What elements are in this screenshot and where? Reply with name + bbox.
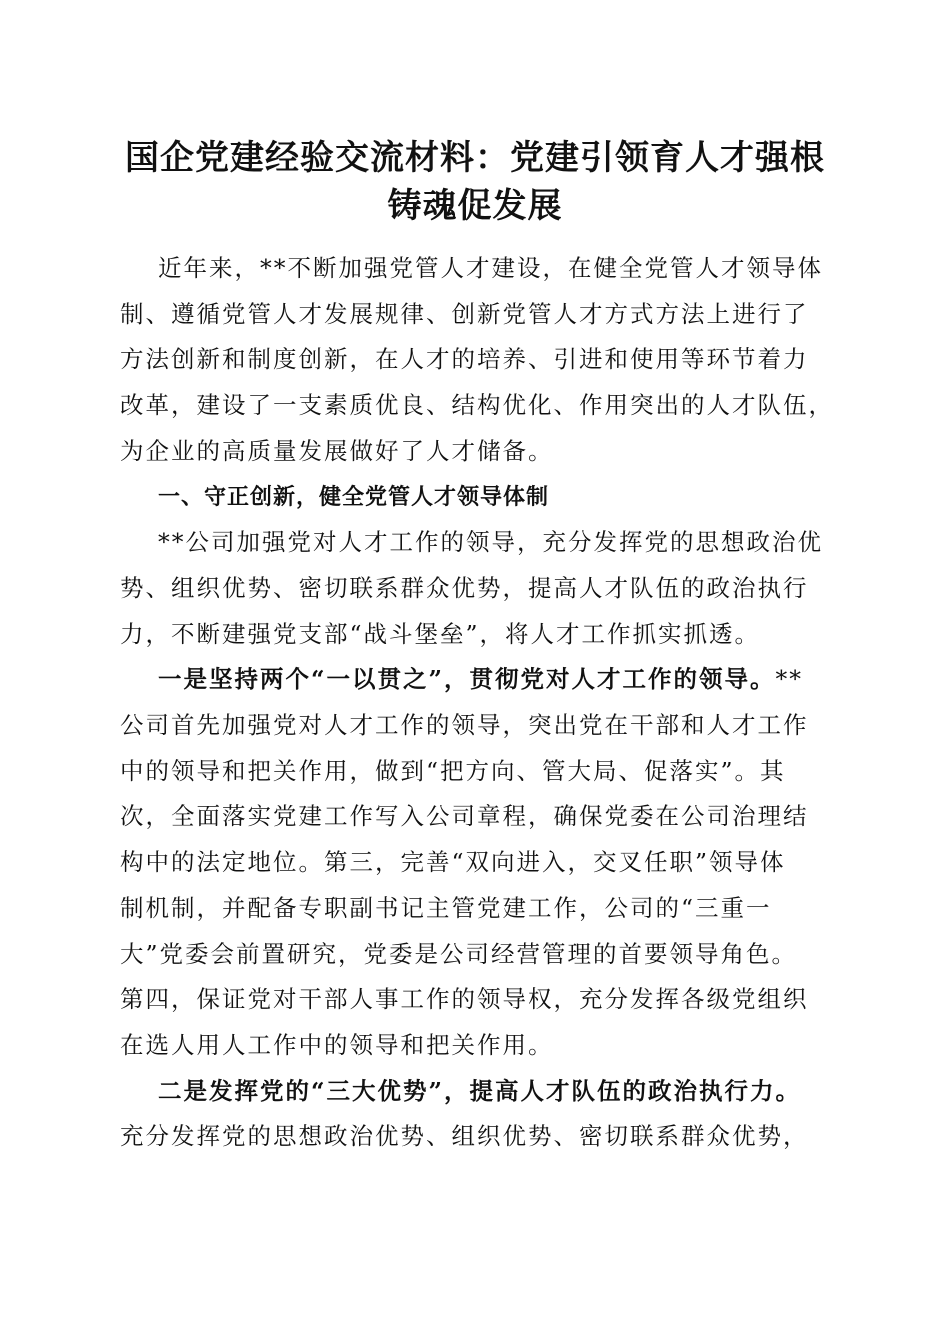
point-2-lead: 二是发挥党的“三大优势”，提高人才队伍的政治执行力。 <box>158 1076 802 1105</box>
intro-line-4: 改革，建设了一支素质优良、结构优化、作用突出的人才队伍， <box>120 391 834 420</box>
intro-line-1: 近年来，**不断加强党管人才建设，在健全党管人才领导体 <box>158 254 823 282</box>
title-line-2: 铸魂促发展 <box>387 186 563 226</box>
point-1-line-4: 次，全面落实党建工作写入公司章程，确保党委在公司治理结 <box>120 802 809 831</box>
point-1-line-1-tail: ** <box>775 665 804 694</box>
document-title <box>100 134 850 230</box>
point-1-line-8: 第四，保证党对干部人事工作的领导权，充分发挥各级党组织 <box>120 985 809 1014</box>
intro-paragraph <box>120 246 834 475</box>
section-1-heading: 一、守正创新，健全党管人才领导体制 <box>158 484 550 510</box>
section-1-line-3: 力，不断建强党支部“战斗堡垒”，将人才工作抓实抓透。 <box>120 619 761 648</box>
intro-line-5: 为企业的高质量发展做好了人才储备。 <box>120 436 554 465</box>
point-1-line-6: 制机制，并配备专职副书记主管党建工作，公司的“三重一 <box>120 893 772 922</box>
intro-line-3: 方法创新和制度创新，在人才的培养、引进和使用等环节着力 <box>120 345 809 374</box>
section-1-line-1: **公司加强党对人才工作的领导，充分发挥党的思想政治优 <box>158 528 823 557</box>
point-2-paragraph <box>120 1069 830 1160</box>
document-body <box>120 246 834 1160</box>
point-1-line-7: 大”党委会前置研究，党委是公司经营管理的首要领导角色。 <box>120 939 798 968</box>
title-line-1: 国企党建经验交流材料：党建引领育人才强根 <box>125 138 825 178</box>
point-1-line-3: 中的领导和把关作用，做到“把方向、管大局、促落实”。其 <box>120 756 786 785</box>
section-1-line-2: 势、组织优势、密切联系群众优势，提高人才队伍的政治执行 <box>120 573 809 602</box>
point-1-paragraph <box>120 657 830 1068</box>
point-2-line-2: 充分发挥党的思想政治优势、组织优势、密切联系群众优势， <box>120 1122 809 1151</box>
point-2-line-1 <box>120 1069 830 1115</box>
point-1-line-5: 构中的法定地位。第三，完善“双向进入，交叉任职”领导体 <box>120 848 786 877</box>
intro-line-2: 制、遵循党管人才发展规律、创新党管人才方式方法上进行了 <box>120 299 809 328</box>
point-1-lead: 一是坚持两个“一以贯之”，贯彻党对人才工作的领导。 <box>158 665 776 694</box>
point-1-line-9: 在选人用人工作中的领导和把关作用。 <box>120 1030 554 1059</box>
point-1-line-2: 公司首先加强党对人才工作的领导，突出党在干部和人才工作 <box>120 711 809 740</box>
point-1-line-1 <box>120 657 830 703</box>
section-1-paragraph <box>120 520 830 657</box>
